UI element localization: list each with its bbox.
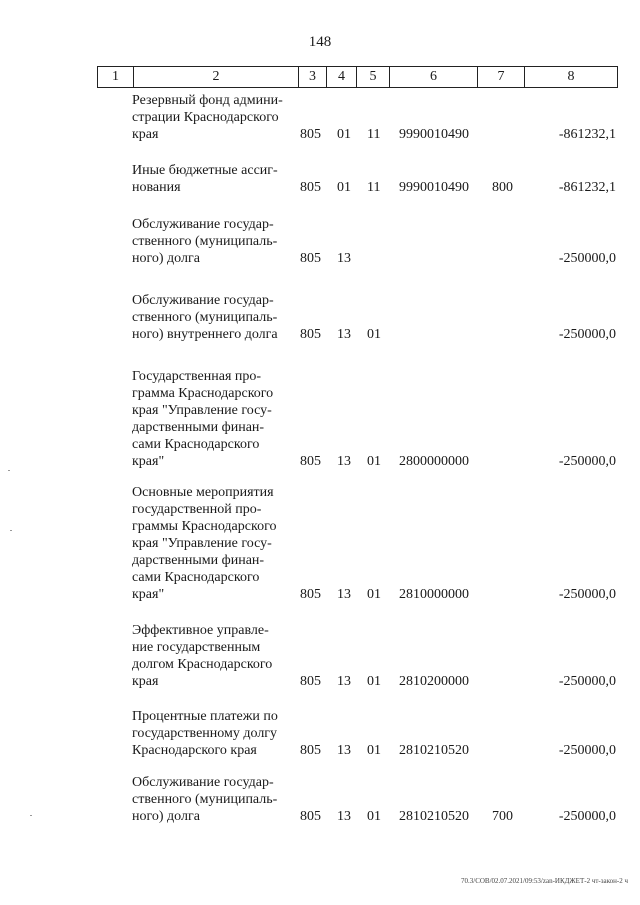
description-line: ного) долга — [132, 809, 200, 824]
row-description — [132, 292, 295, 343]
description-line: Обслуживание государ- — [132, 217, 274, 232]
scan-speck — [8, 470, 10, 471]
cell-c4: 13 — [337, 587, 351, 602]
description-line: страции Краснодарского — [132, 110, 279, 125]
cell-c8: -861232,1 — [558, 180, 616, 195]
description-line: грамма Краснодарского — [132, 386, 274, 401]
column-number-6: 6 — [390, 67, 478, 88]
cell-c8: -250000,0 — [558, 674, 616, 689]
description-line: Обслуживание государ- — [132, 293, 274, 308]
description-line: края" — [132, 454, 165, 469]
description-line: государственной про- — [132, 502, 262, 517]
description-line: Резервный фонд админи- — [132, 93, 283, 108]
cell-c8: -861232,1 — [558, 127, 616, 142]
table-header — [97, 66, 618, 88]
cell-c4: 01 — [337, 127, 351, 142]
cell-c3: 805 — [300, 251, 321, 266]
description-line: Краснодарского края — [132, 743, 257, 758]
cell-c4: 13 — [337, 251, 351, 266]
description-line: ственного (муниципаль- — [132, 792, 278, 807]
cell-c3: 805 — [300, 180, 321, 195]
description-line: Основные мероприятия — [132, 485, 274, 500]
description-line: Процентные платежи по — [132, 709, 278, 724]
cell-c8: -250000,0 — [558, 587, 616, 602]
column-number-2: 2 — [134, 67, 299, 88]
cell-c3: 805 — [300, 127, 321, 142]
column-number-8: 8 — [525, 67, 618, 88]
description-line: граммы Краснодарского — [132, 519, 277, 534]
cell-c8: -250000,0 — [558, 327, 616, 342]
cell-c6: 2810200000 — [399, 674, 469, 689]
row-description — [132, 216, 295, 267]
description-line: края" — [132, 587, 165, 602]
cell-c5: 11 — [367, 127, 381, 142]
cell-c4: 13 — [337, 809, 351, 824]
scan-speck — [10, 530, 12, 531]
description-line: Иные бюджетные ассиг- — [132, 163, 278, 178]
row-description — [132, 774, 295, 825]
cell-c5: 01 — [367, 327, 381, 342]
cell-c5: 01 — [367, 743, 381, 758]
description-line: ного) долга — [132, 251, 200, 266]
description-line: ственного (муниципаль- — [132, 310, 278, 325]
description-line: дарственными финан- — [132, 420, 265, 435]
description-line: дарственными финан- — [132, 553, 265, 568]
description-line: края — [132, 127, 159, 142]
row-description — [132, 92, 295, 143]
row-description — [132, 708, 295, 759]
cell-c4: 13 — [337, 327, 351, 342]
cell-c4: 13 — [337, 454, 351, 469]
cell-c5: 01 — [367, 674, 381, 689]
description-line: ственного (муниципаль- — [132, 234, 278, 249]
cell-c8: -250000,0 — [558, 809, 616, 824]
description-line: Обслуживание государ- — [132, 775, 274, 790]
cell-c8: -250000,0 — [558, 454, 616, 469]
footer-stamp: 70.3/COB/02.07.2021/09:53/zan-ИКДЖЕТ-2 чт-закон-2 ч — [461, 877, 628, 885]
cell-c5: 01 — [367, 809, 381, 824]
cell-c4: 13 — [337, 674, 351, 689]
row-description — [132, 622, 295, 690]
cell-c5: 11 — [367, 180, 381, 195]
cell-c6: 2810000000 — [399, 587, 469, 602]
cell-c7: 800 — [492, 180, 513, 195]
column-number-1: 1 — [98, 67, 134, 88]
description-line: долгом Краснодарского — [132, 657, 273, 672]
cell-c4: 01 — [337, 180, 351, 195]
cell-c6: 2810210520 — [399, 743, 469, 758]
description-line: края — [132, 674, 159, 689]
cell-c3: 805 — [300, 587, 321, 602]
cell-c6: 9990010490 — [399, 127, 469, 142]
description-line: края "Управление госу- — [132, 536, 272, 551]
scan-speck — [30, 815, 32, 816]
description-line: сами Краснодарского — [132, 570, 260, 585]
cell-c4: 13 — [337, 743, 351, 758]
description-line: государственному долгу — [132, 726, 278, 741]
cell-c3: 805 — [300, 809, 321, 824]
cell-c3: 805 — [300, 327, 321, 342]
description-line: сами Краснодарского — [132, 437, 260, 452]
description-line: края "Управление госу- — [132, 403, 272, 418]
cell-c6: 2800000000 — [399, 454, 469, 469]
description-line: Государственная про- — [132, 369, 262, 384]
description-line: ного) внутреннего долга — [132, 327, 278, 342]
cell-c5: 01 — [367, 454, 381, 469]
column-number-7: 7 — [478, 67, 525, 88]
cell-c8: -250000,0 — [558, 251, 616, 266]
cell-c7: 700 — [492, 809, 513, 824]
page-number: 148 — [308, 34, 332, 50]
cell-c8: -250000,0 — [558, 743, 616, 758]
cell-c3: 805 — [300, 674, 321, 689]
column-number-3: 3 — [299, 67, 327, 88]
column-number-4: 4 — [327, 67, 357, 88]
description-line: Эффективное управле- — [132, 623, 269, 638]
row-description — [132, 484, 295, 603]
cell-c6: 2810210520 — [399, 809, 469, 824]
cell-c3: 805 — [300, 743, 321, 758]
cell-c6: 9990010490 — [399, 180, 469, 195]
row-description — [132, 368, 295, 470]
row-description — [132, 162, 295, 196]
cell-c5: 01 — [367, 587, 381, 602]
description-line: ние государственным — [132, 640, 261, 655]
description-line: нования — [132, 180, 181, 195]
cell-c3: 805 — [300, 454, 321, 469]
column-number-5: 5 — [357, 67, 390, 88]
